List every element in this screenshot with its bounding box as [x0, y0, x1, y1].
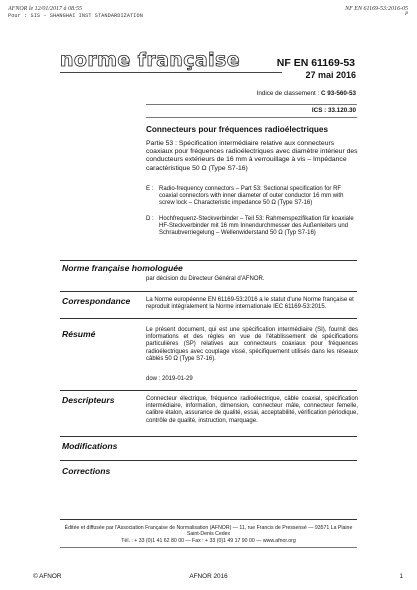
publisher-contact: Tél. : + 33 (0)1 41 62 80 00 — Fax : + 33 (0)1 49 17 90 00 — www.afnor.org: [121, 538, 296, 544]
stamp-right-sub: P: [404, 12, 408, 17]
text-resume: Le présent document, qui est une spécification intermédiaire (SI), fournit des informations et des règles en vue de l'établissement de spécifications particulières (SP) relatives aux connecteurs coaxiaux pour fréquences radioélectriques avec couplage vissé, spécifiquement utilisés dans les réseaux câblés 50 Ω (Type S7-16).: [146, 327, 358, 362]
footer-center: AFNOR 2016: [189, 573, 228, 580]
divider: [60, 547, 357, 548]
title-english: Radio-frequency connectors – Part 53: Sectional specification for RF coaxial connectors with inner diameter of outer conductor 16 mm with screw lock – Characteristic impedance 50 Ω (Type S7-16): [159, 186, 344, 207]
standard-date: 27 mai 2016: [305, 70, 356, 80]
divider: [146, 104, 357, 105]
divider: [60, 436, 357, 437]
stamp-right: NF EN 61169-53:2016-05: [345, 6, 408, 12]
title-german: Hochfrequenz-Steckverbinder – Teil 53: Rahmenspezifikation für koaxiale HF-Steckverbinder mit 16 mm Innendurchmesser des Außenleiters und Schraubverriegelung – Wellenwiderstand 50 Ω (Typ S7-16): [159, 216, 354, 237]
heading-resume: Résumé: [62, 329, 96, 339]
index-value: C 93-560-53: [320, 90, 356, 97]
divider: [60, 291, 357, 292]
divider: [60, 390, 357, 391]
footer-copyright: © AFNOR: [33, 573, 62, 580]
index-label: Indice de classement :: [256, 90, 321, 97]
divider: [60, 519, 357, 520]
divider: [60, 260, 357, 261]
text-descripteurs: Connecteur électrique, fréquence radioélectrique, câble coaxial, spécification intermédiaire, information, dimension, connecteur mâle, connecteur femelle, calibre étalon, assurance de qualité, essai, acceptabilité, vérification périodique, contrôle de qualité, instruction, marquage.: [146, 396, 358, 424]
heading-correspondance: Correspondance: [62, 296, 131, 306]
divider: [60, 460, 357, 461]
heading-corrections: Corrections: [62, 466, 111, 476]
title-french: Partie 53 : Spécification intermédiaire relative aux connecteurs coaxiaux pour fréquences radioélectriques avec diamètre intérieur des conducteurs extérieurs de 16 mm à verrouillage à vis – Impédance caractéristique 50 Ω (Type S7-16): [146, 140, 358, 172]
heading-modifications: Modifications: [62, 441, 118, 451]
heading-descripteurs: Descripteurs: [62, 395, 115, 405]
english-prefix: E :: [146, 186, 154, 192]
heading-homologuee: Norme française homologuée: [62, 263, 183, 273]
publisher-address: Éditée et diffusée par l'Association Française de Normalisation (AFNOR) — 11, rue Francis de Pressensé — 93571 La Plaine Saint-Denis Cedex: [64, 525, 353, 537]
stamp-left: AFNOR le 12/01/2017 à 08:55: [8, 6, 82, 12]
ics-label: ICS :: [311, 107, 328, 114]
german-prefix: D :: [146, 216, 154, 222]
standard-number: NF EN 61169-53: [276, 57, 355, 69]
stamp-pour-line: Pour : SIS - SHANGHAI INST STANDARDIZATION: [8, 13, 143, 19]
ics-value: 33.120.30: [327, 107, 356, 114]
logo-underline: [60, 72, 282, 73]
dow-date: dow : 2019-01-29: [146, 376, 193, 382]
norme-francaise-logo: norme française: [60, 49, 241, 71]
divider: [146, 117, 357, 118]
divider: [60, 318, 357, 319]
text-homologuee: par décision du Directeur Général d'AFNOR.: [146, 276, 265, 282]
document-title: Connecteurs pour fréquences radioélectriques: [146, 125, 328, 134]
classification-index: [257, 90, 356, 98]
ics-code: [312, 107, 356, 115]
text-correspondance: La Norme européenne EN 61169-53:2016 a le statut d'une Norme française et reproduit intégralement la Norme internationale IEC 61169-53:2015.: [146, 297, 354, 311]
page-number: 1: [399, 573, 403, 580]
